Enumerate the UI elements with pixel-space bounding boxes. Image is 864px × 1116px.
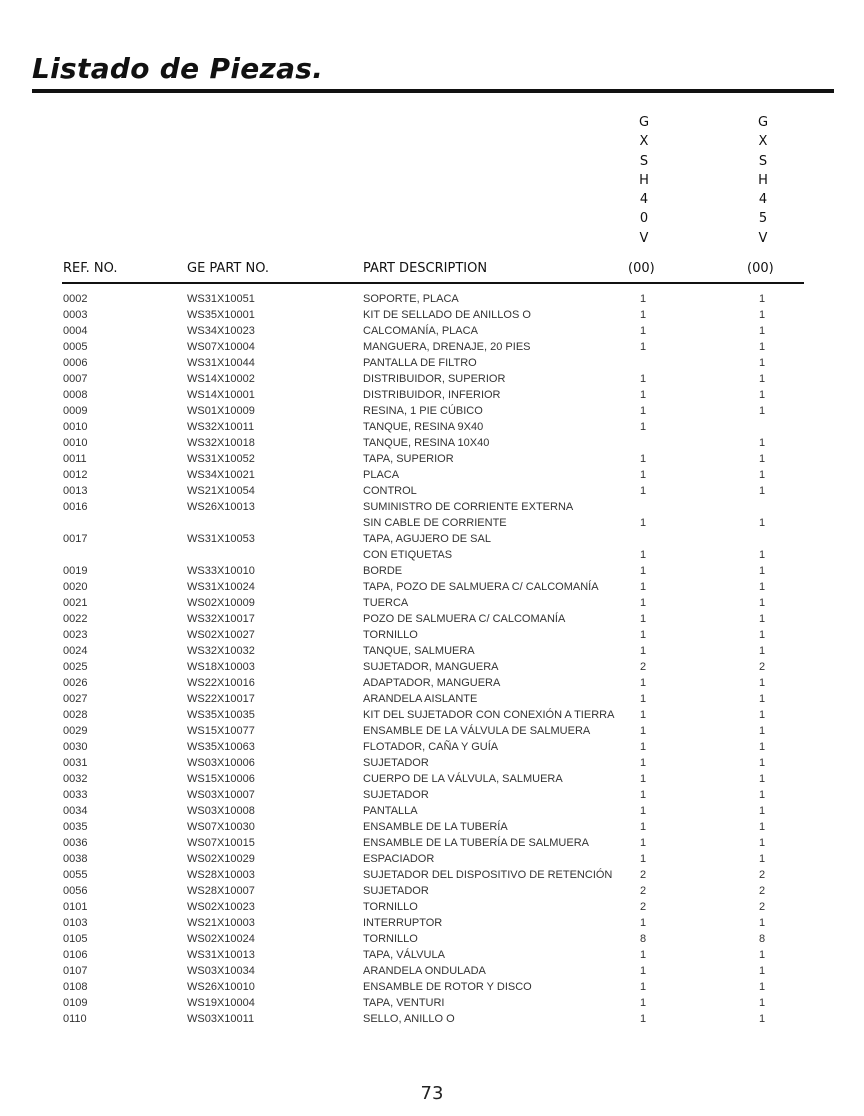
table-row <box>0 803 864 819</box>
part-no-cell: WS21X10003 <box>187 917 255 929</box>
qty-model-2-cell: 1 <box>758 485 766 497</box>
description-cell: SUJETADOR <box>363 757 429 769</box>
qty-model-2-cell: 1 <box>758 405 766 417</box>
description-cell: BORDE <box>363 565 403 577</box>
table-row <box>0 755 864 771</box>
qty-model-1-cell: 2 <box>639 901 647 913</box>
description-cell: CONTROL <box>363 485 417 497</box>
header-ref-no: REF. NO. <box>63 261 118 276</box>
ref-no-cell: 0022 <box>63 613 88 625</box>
description-cell: CALCOMANÍA, PLACA <box>363 325 478 337</box>
table-row <box>0 995 864 1011</box>
description-cell: ARANDELA AISLANTE <box>363 693 478 705</box>
part-no-cell: WS35X10063 <box>187 741 255 753</box>
qty-model-2-cell: 1 <box>758 709 766 721</box>
part-no-cell: WS01X10009 <box>187 405 255 417</box>
table-row <box>0 547 864 563</box>
table-row <box>0 723 864 739</box>
model-code-letter: S <box>758 153 768 169</box>
ref-no-cell: 0034 <box>63 805 88 817</box>
qty-model-2-cell: 1 <box>758 949 766 961</box>
qty-model-2-cell: 1 <box>758 325 766 337</box>
table-row <box>0 675 864 691</box>
page-number: 73 <box>420 1083 444 1104</box>
description-cell: TAPA, VÁLVULA <box>363 949 445 961</box>
qty-model-2-cell: 1 <box>758 453 766 465</box>
qty-model-2-cell: 1 <box>758 917 766 929</box>
table-row <box>0 979 864 995</box>
qty-model-2-cell: 1 <box>758 581 766 593</box>
description-cell: TAPA, SUPERIOR <box>363 453 454 465</box>
qty-model-1-cell: 1 <box>639 293 647 305</box>
ref-no-cell: 0105 <box>63 933 88 945</box>
table-row <box>0 851 864 867</box>
qty-model-2-cell: 1 <box>758 789 766 801</box>
description-cell: ADAPTADOR, MANGUERA <box>363 677 501 689</box>
qty-model-1-cell: 1 <box>639 757 647 769</box>
ref-no-cell: 0025 <box>63 661 88 673</box>
part-no-cell: WS32X10011 <box>187 421 255 433</box>
description-cell: SUJETADOR DEL DISPOSITIVO DE RETENCIÓN <box>363 869 613 881</box>
ref-no-cell: 0007 <box>63 373 88 385</box>
ref-no-cell: 0020 <box>63 581 88 593</box>
qty-model-1-cell: 1 <box>639 565 647 577</box>
description-cell: TORNILLO <box>363 901 418 913</box>
part-no-cell: WS31X10044 <box>187 357 255 369</box>
table-row <box>0 499 864 515</box>
ref-no-cell: 0027 <box>63 693 88 705</box>
table-row <box>0 931 864 947</box>
table-row <box>0 387 864 403</box>
ref-no-cell: 0023 <box>63 629 88 641</box>
header-model-1-suffix: (00) <box>628 261 655 276</box>
qty-model-1-cell: 1 <box>639 709 647 721</box>
ref-no-cell: 0003 <box>63 309 88 321</box>
table-row <box>0 291 864 307</box>
ref-no-cell: 0029 <box>63 725 88 737</box>
table-row <box>0 483 864 499</box>
part-no-cell: WS02X10029 <box>187 853 255 865</box>
part-no-cell: WS14X10002 <box>187 373 255 385</box>
qty-model-1-cell: 1 <box>639 981 647 993</box>
qty-model-2-cell: 1 <box>758 677 766 689</box>
ref-no-cell: 0038 <box>63 853 88 865</box>
part-no-cell: WS03X10007 <box>187 789 255 801</box>
part-no-cell: WS03X10008 <box>187 805 255 817</box>
ref-no-cell: 0004 <box>63 325 88 337</box>
part-no-cell: WS28X10007 <box>187 885 255 897</box>
description-cell: DISTRIBUIDOR, SUPERIOR <box>363 373 506 385</box>
qty-model-2-cell: 1 <box>758 437 766 449</box>
table-row <box>0 867 864 883</box>
qty-model-1-cell: 2 <box>639 661 647 673</box>
table-row <box>0 835 864 851</box>
header-model-2-suffix: (00) <box>747 261 774 276</box>
description-cell: SIN CABLE DE CORRIENTE <box>363 517 507 529</box>
qty-model-2-cell: 8 <box>758 933 766 945</box>
table-row <box>0 403 864 419</box>
ref-no-cell: 0010 <box>63 437 88 449</box>
part-no-cell: WS18X10003 <box>187 661 255 673</box>
ref-no-cell: 0035 <box>63 821 88 833</box>
qty-model-2-cell: 1 <box>758 725 766 737</box>
qty-model-2-cell: 1 <box>758 389 766 401</box>
description-cell: SELLO, ANILLO O <box>363 1013 455 1025</box>
qty-model-1-cell: 1 <box>639 725 647 737</box>
part-no-cell: WS21X10054 <box>187 485 255 497</box>
header-part-description: PART DESCRIPTION <box>363 261 488 276</box>
qty-model-1-cell: 1 <box>639 341 647 353</box>
ref-no-cell: 0108 <box>63 981 88 993</box>
part-no-cell: WS03X10011 <box>187 1013 255 1025</box>
qty-model-2-cell: 1 <box>758 357 766 369</box>
header-divider <box>62 282 804 284</box>
description-cell: FLOTADOR, CAÑA Y GUÍA <box>363 741 499 753</box>
qty-model-1-cell: 1 <box>639 677 647 689</box>
part-no-cell: WS35X10001 <box>187 309 255 321</box>
qty-model-2-cell: 1 <box>758 757 766 769</box>
description-cell: PANTALLA <box>363 805 418 817</box>
table-row <box>0 371 864 387</box>
description-cell: DISTRIBUIDOR, INFERIOR <box>363 389 501 401</box>
part-no-cell: WS28X10003 <box>187 869 255 881</box>
qty-model-1-cell: 1 <box>639 997 647 1009</box>
qty-model-1-cell: 1 <box>639 421 647 433</box>
table-row <box>0 915 864 931</box>
part-no-cell: WS15X10006 <box>187 773 255 785</box>
description-cell: ENSAMBLE DE LA TUBERÍA DE SALMUERA <box>363 837 589 849</box>
qty-model-1-cell: 1 <box>639 917 647 929</box>
description-cell: SUJETADOR, MANGUERA <box>363 661 499 673</box>
ref-no-cell: 0011 <box>63 453 87 465</box>
ref-no-cell: 0008 <box>63 389 88 401</box>
part-no-cell: WS22X10017 <box>187 693 255 705</box>
model-code-letter: 0 <box>639 211 649 227</box>
qty-model-2-cell: 1 <box>758 629 766 641</box>
description-cell: TANQUE, RESINA 9X40 <box>363 421 484 433</box>
part-no-cell: WS02X10023 <box>187 901 255 913</box>
ref-no-cell: 0009 <box>63 405 88 417</box>
model-code-letter: 4 <box>639 192 649 208</box>
table-row <box>0 355 864 371</box>
table-row <box>0 307 864 323</box>
description-cell: TAPA, VENTURI <box>363 997 445 1009</box>
ref-no-cell: 0030 <box>63 741 88 753</box>
qty-model-2-cell: 1 <box>758 309 766 321</box>
qty-model-2-cell: 1 <box>758 549 766 561</box>
part-no-cell: WS34X10023 <box>187 325 255 337</box>
table-row <box>0 819 864 835</box>
model-code-letter: 4 <box>758 192 768 208</box>
table-row <box>0 595 864 611</box>
qty-model-2-cell: 1 <box>758 997 766 1009</box>
qty-model-2-cell: 1 <box>758 773 766 785</box>
table-row <box>0 515 864 531</box>
description-cell: ESPACIADOR <box>363 853 435 865</box>
part-no-cell: WS07X10015 <box>187 837 255 849</box>
description-cell: RESINA, 1 PIE CÚBICO <box>363 405 483 417</box>
qty-model-2-cell: 1 <box>758 693 766 705</box>
qty-model-2-cell: 2 <box>758 869 766 881</box>
qty-model-1-cell: 1 <box>639 581 647 593</box>
ref-no-cell: 0026 <box>63 677 88 689</box>
table-row <box>0 771 864 787</box>
description-cell: CUERPO DE LA VÁLVULA, SALMUERA <box>363 773 563 785</box>
description-cell: SOPORTE, PLACA <box>363 293 459 305</box>
model-code-letter: G <box>757 115 769 130</box>
model-code-letter: X <box>639 134 649 150</box>
qty-model-1-cell: 1 <box>639 325 647 337</box>
description-cell: TORNILLO <box>363 629 418 641</box>
table-row <box>0 707 864 723</box>
description-cell: KIT DE SELLADO DE ANILLOS O <box>363 309 531 321</box>
table-row <box>0 611 864 627</box>
ref-no-cell: 0002 <box>63 293 88 305</box>
qty-model-2-cell: 2 <box>758 885 766 897</box>
part-no-cell: WS32X10032 <box>187 645 255 657</box>
ref-no-cell: 0016 <box>63 501 88 513</box>
qty-model-2-cell: 1 <box>758 341 766 353</box>
description-cell: PLACA <box>363 469 400 481</box>
description-cell: INTERRUPTOR <box>363 917 443 929</box>
table-row <box>0 579 864 595</box>
table-row <box>0 627 864 643</box>
qty-model-1-cell: 1 <box>639 853 647 865</box>
qty-model-1-cell: 1 <box>639 485 647 497</box>
qty-model-2-cell: 1 <box>758 1013 766 1025</box>
qty-model-2-cell: 1 <box>758 981 766 993</box>
qty-model-2-cell: 1 <box>758 853 766 865</box>
model-code-column-1 <box>634 113 654 248</box>
qty-model-2-cell: 1 <box>758 565 766 577</box>
ref-no-cell: 0019 <box>63 565 88 577</box>
qty-model-1-cell: 1 <box>639 693 647 705</box>
qty-model-1-cell: 1 <box>639 597 647 609</box>
qty-model-1-cell: 1 <box>639 789 647 801</box>
part-no-cell: WS26X10010 <box>187 981 255 993</box>
part-no-cell: WS32X10018 <box>187 437 255 449</box>
ref-no-cell: 0021 <box>63 597 88 609</box>
table-row <box>0 419 864 435</box>
part-no-cell: WS33X10010 <box>187 565 255 577</box>
part-no-cell: WS02X10009 <box>187 597 255 609</box>
table-row <box>0 339 864 355</box>
table-row <box>0 563 864 579</box>
model-code-letter: X <box>758 134 768 150</box>
qty-model-2-cell: 2 <box>758 901 766 913</box>
qty-model-2-cell: 1 <box>758 293 766 305</box>
qty-model-1-cell: 2 <box>639 869 647 881</box>
qty-model-2-cell: 1 <box>758 373 766 385</box>
ref-no-cell: 0036 <box>63 837 88 849</box>
page-title: Listado de Piezas. <box>32 52 324 85</box>
part-no-cell: WS31X10013 <box>187 949 255 961</box>
description-cell: ENSAMBLE DE LA TUBERÍA <box>363 821 508 833</box>
qty-model-1-cell: 1 <box>639 309 647 321</box>
ref-no-cell: 0028 <box>63 709 88 721</box>
qty-model-2-cell: 1 <box>758 821 766 833</box>
part-no-cell: WS07X10030 <box>187 821 255 833</box>
description-cell: POZO DE SALMUERA C/ CALCOMANÍA <box>363 613 566 625</box>
description-cell: TANQUE, RESINA 10X40 <box>363 437 490 449</box>
part-no-cell: WS19X10004 <box>187 997 255 1009</box>
table-row <box>0 1011 864 1027</box>
ref-no-cell: 0013 <box>63 485 88 497</box>
qty-model-1-cell: 1 <box>639 629 647 641</box>
table-row <box>0 739 864 755</box>
part-no-cell: WS26X10013 <box>187 501 255 513</box>
description-cell: TUERCA <box>363 597 409 609</box>
description-cell: TANQUE, SALMUERA <box>363 645 475 657</box>
description-cell: TORNILLO <box>363 933 418 945</box>
table-row <box>0 435 864 451</box>
description-cell: MANGUERA, DRENAJE, 20 PIES <box>363 341 531 353</box>
qty-model-1-cell: 1 <box>639 613 647 625</box>
qty-model-1-cell: 1 <box>639 517 647 529</box>
ref-no-cell: 0006 <box>63 357 88 369</box>
description-cell: SUMINISTRO DE CORRIENTE EXTERNA <box>363 501 574 513</box>
qty-model-1-cell: 1 <box>639 949 647 961</box>
qty-model-2-cell: 1 <box>758 517 766 529</box>
qty-model-2-cell: 1 <box>758 645 766 657</box>
table-row <box>0 531 864 547</box>
qty-model-2-cell: 1 <box>758 805 766 817</box>
ref-no-cell: 0106 <box>63 949 88 961</box>
part-no-cell: WS03X10006 <box>187 757 255 769</box>
ref-no-cell: 0031 <box>63 757 88 769</box>
part-no-cell: WS15X10077 <box>187 725 255 737</box>
model-code-letter: V <box>639 230 649 246</box>
model-code-letter: S <box>639 153 649 169</box>
ref-no-cell: 0024 <box>63 645 88 657</box>
description-cell: CON ETIQUETAS <box>363 549 453 561</box>
description-cell: ARANDELA ONDULADA <box>363 965 486 977</box>
qty-model-1-cell: 1 <box>639 645 647 657</box>
qty-model-1-cell: 8 <box>639 933 647 945</box>
part-no-cell: WS31X10024 <box>187 581 255 593</box>
parts-table <box>0 291 864 1027</box>
part-no-cell: WS34X10021 <box>187 469 255 481</box>
part-no-cell: WS35X10035 <box>187 709 255 721</box>
table-row <box>0 963 864 979</box>
qty-model-1-cell: 1 <box>639 469 647 481</box>
table-row <box>0 467 864 483</box>
ref-no-cell: 0101 <box>63 901 88 913</box>
part-no-cell: WS02X10024 <box>187 933 255 945</box>
qty-model-2-cell: 1 <box>758 469 766 481</box>
ref-no-cell: 0103 <box>63 917 88 929</box>
ref-no-cell: 0056 <box>63 885 88 897</box>
table-row <box>0 323 864 339</box>
model-code-column-2 <box>753 113 773 248</box>
qty-model-2-cell: 2 <box>758 661 766 673</box>
model-code-letter: H <box>758 172 768 188</box>
table-row <box>0 787 864 803</box>
qty-model-2-cell: 1 <box>758 741 766 753</box>
description-cell: SUJETADOR <box>363 789 429 801</box>
part-no-cell: WS31X10052 <box>187 453 255 465</box>
ref-no-cell: 0005 <box>63 341 88 353</box>
qty-model-1-cell: 1 <box>639 741 647 753</box>
qty-model-1-cell: 1 <box>639 389 647 401</box>
qty-model-1-cell: 1 <box>639 405 647 417</box>
model-code-letter: 5 <box>758 211 768 227</box>
qty-model-2-cell: 1 <box>758 613 766 625</box>
part-no-cell: WS07X10004 <box>187 341 255 353</box>
ref-no-cell: 0010 <box>63 421 88 433</box>
qty-model-1-cell: 1 <box>639 805 647 817</box>
ref-no-cell: 0055 <box>63 869 88 881</box>
ref-no-cell: 0033 <box>63 789 88 801</box>
qty-model-2-cell: 1 <box>758 837 766 849</box>
part-no-cell: WS03X10034 <box>187 965 255 977</box>
model-code-letter: H <box>639 172 649 188</box>
qty-model-1-cell: 1 <box>639 837 647 849</box>
model-code-letter: V <box>758 230 768 246</box>
part-no-cell: WS02X10027 <box>187 629 255 641</box>
description-cell: SUJETADOR <box>363 885 429 897</box>
ref-no-cell: 0107 <box>63 965 88 977</box>
part-no-cell: WS31X10053 <box>187 533 255 545</box>
table-row <box>0 899 864 915</box>
part-no-cell: WS32X10017 <box>187 613 255 625</box>
qty-model-1-cell: 2 <box>639 885 647 897</box>
description-cell: KIT DEL SUJETADOR CON CONEXIÓN A TIERRA <box>363 709 615 721</box>
qty-model-1-cell: 1 <box>639 773 647 785</box>
qty-model-1-cell: 1 <box>639 821 647 833</box>
description-cell: ENSAMBLE DE ROTOR Y DISCO <box>363 981 532 993</box>
table-row <box>0 947 864 963</box>
part-no-cell: WS31X10051 <box>187 293 255 305</box>
qty-model-2-cell: 1 <box>758 597 766 609</box>
qty-model-1-cell: 1 <box>639 373 647 385</box>
model-code-letter: G <box>638 115 650 130</box>
header-ge-part-no: GE PART NO. <box>187 261 270 276</box>
description-cell: ENSAMBLE DE LA VÁLVULA DE SALMUERA <box>363 725 591 737</box>
description-cell: TAPA, POZO DE SALMUERA C/ CALCOMANÍA <box>363 581 599 593</box>
qty-model-1-cell: 1 <box>639 453 647 465</box>
part-no-cell: WS22X10016 <box>187 677 255 689</box>
qty-model-2-cell: 1 <box>758 965 766 977</box>
ref-no-cell: 0017 <box>63 533 88 545</box>
qty-model-1-cell: 1 <box>639 1013 647 1025</box>
description-cell: PANTALLA DE FILTRO <box>363 357 477 369</box>
qty-model-1-cell: 1 <box>639 549 647 561</box>
ref-no-cell: 0012 <box>63 469 88 481</box>
ref-no-cell: 0032 <box>63 773 88 785</box>
table-row <box>0 643 864 659</box>
table-row <box>0 883 864 899</box>
description-cell: TAPA, AGUJERO DE SAL <box>363 533 491 545</box>
table-row <box>0 691 864 707</box>
ref-no-cell: 0110 <box>63 1013 87 1025</box>
title-divider <box>32 89 834 93</box>
table-row <box>0 659 864 675</box>
qty-model-1-cell: 1 <box>639 965 647 977</box>
part-no-cell: WS14X10001 <box>187 389 255 401</box>
ref-no-cell: 0109 <box>63 997 88 1009</box>
table-row <box>0 451 864 467</box>
